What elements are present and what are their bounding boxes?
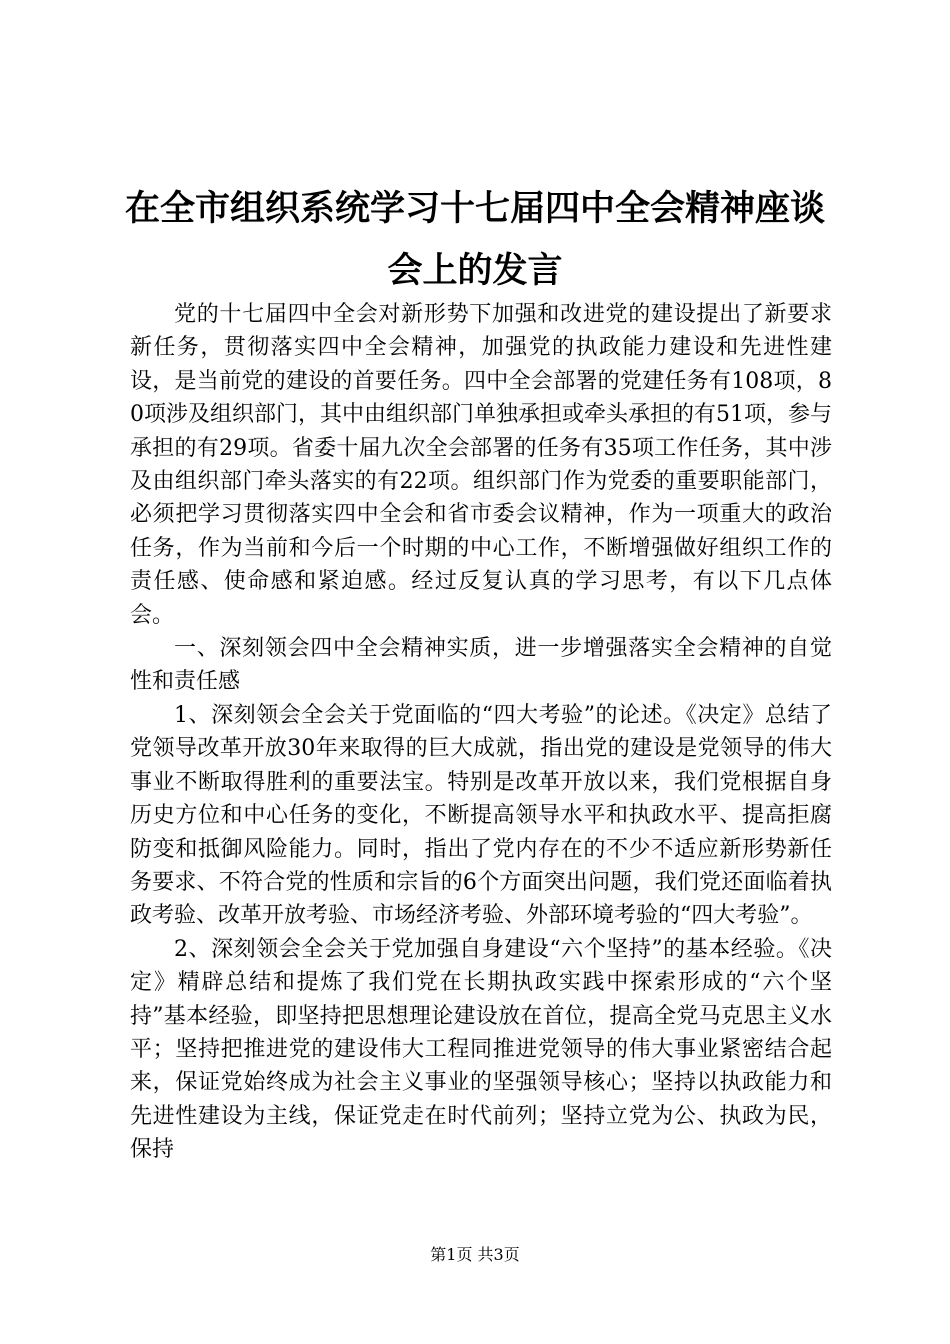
body-paragraph: 2、深刻领会全会关于党加强自身建设“六个坚持”的基本经验。《决定》精辟总结和提炼了我们党在长期执政实践中探索形成的“六个坚持”基本经验，即坚持把思想理论建设放在首位，提高全党马克思主义水平；坚持把推进党的建设伟大工程同推进党领导的伟大事业紧密结合起来，保证党始终成为社会主义事业的坚强领导核心；坚持以执政能力和先进性建设为主线，保证党走在时代前列；坚持立党为公、执政为民，保持	[130, 936, 832, 1163]
page-number-footer: 第1页 共3页	[430, 1245, 520, 1264]
body-paragraph: 1、深刻领会全会关于党面临的“四大考验”的论述。《决定》总结了党领导改革开放30年来取得的巨大成就，指出党的建设是党领导的伟大事业不断取得胜利的重要法宝。特别是改革开放以来，我们党根据自身历史方位和中心任务的变化，不断提高领导水平和执政水平、提高拒腐防变和抵御风险能力。同时，指出了党内存在的不少不适应新形势新任务要求、不符合党的性质和宗旨的6个方面突出问题，我们党还面临着执政考验、改革开放考验、市场经济考验、外部环境考验的“四大考验”。	[130, 702, 832, 929]
body-paragraph: 党的十七届四中全会对新形势下加强和改进党的建设提出了新要求新任务，贯彻落实四中全会精神，加强党的执政能力建设和先进性建设，是当前党的建设的首要任务。四中全会部署的党建任务有108项，80项涉及组织部门，其中由组织部门单独承担或牵头承担的有51项，参与承担的有29项。省委十届九次全会部署的任务有35项工作任务，其中涉及由组织部门牵头落实的有22项。组织部门作为党委的重要职能部门，必须把学习贯彻落实四中全会和省市委会议精神，作为一项重大的政治任务，作为当前和今后一个时期的中心工作，不断增强做好组织工作的责任感、使命感和紧迫感。经过反复认真的学习思考，有以下几点体会。	[130, 302, 832, 628]
document-title-line-2: 会上的发言	[387, 251, 563, 291]
section-heading: 一、深刻领会四中全会精神实质，进一步增强落实全会精神的自觉性和责任感	[130, 636, 832, 695]
document-body	[130, 298, 832, 1167]
document-title-line-1: 在全市组织系统学习十七届四中全会精神座谈	[124, 189, 825, 229]
